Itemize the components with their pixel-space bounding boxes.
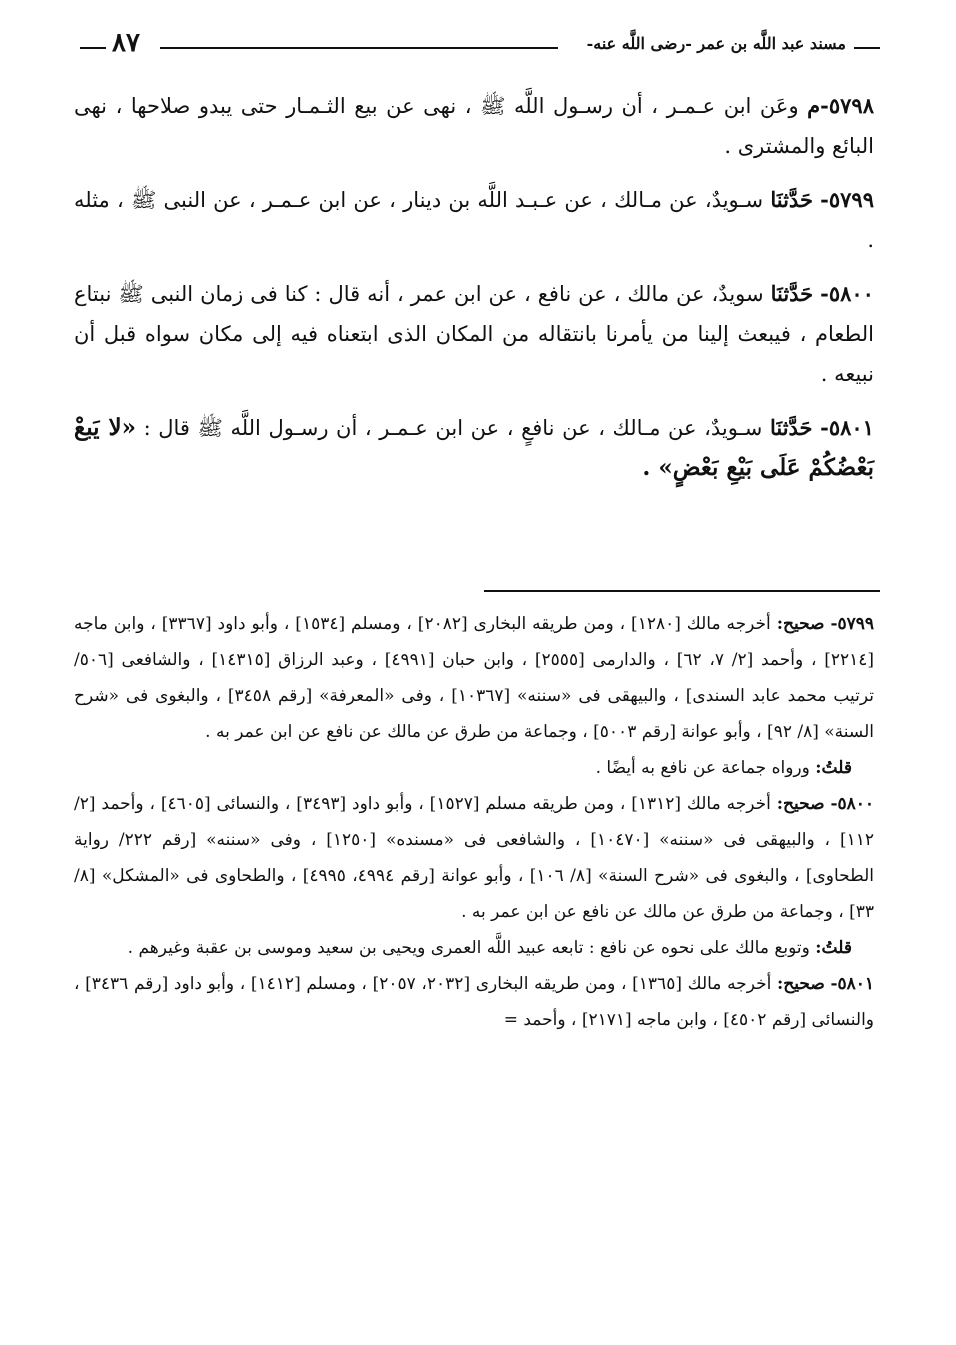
footnote-text: أخرجه مالك [١٢٨٠] ، ومن طريقه البخارى [٢٠٨٢] ، ومسلم [١٥٣٤] ، وأبو داود [٣٣٦٧] ، وابن ماجه [٢٢١٤] ، وأحمد [٢/ ٧، ٦٢] ، والدارمى [٢٥٥٥] ، وابن حبان [٤٩٩١] ، وعبد الرزاق [١٤٣١٥] ، والشافعى [٥٠٦/ ترتيب محمد عابد السندى] ، والبيهقى فى «سننه» [١٠٣٦٧] ، وفى «المعرفة» [رقم ٣٤٥٨] ، والبغوى فى «شرح السنة» [٨/ ٩٢] ، وأبو عوانة [رقم ٥٠٠٣] ، وجماعة من طرق عن مالك عن نافع عن ابن عمر به . [74, 614, 875, 742]
remark-text: ورواه جماعة عن نافع به أيضًا . [595, 758, 810, 778]
footnote-number: ٥٧٩٩- [830, 614, 875, 634]
footnote-grade: صحيح: [776, 974, 825, 994]
header-rule-right [854, 47, 880, 49]
footnote-remark [74, 930, 874, 966]
hadith-number: ٥٧٩٩- [820, 187, 874, 212]
footnote-5801 [74, 966, 874, 1038]
header-title: مسند عبد اللَّه بن عمر -رضى اللَّه عنه- [586, 34, 846, 53]
hadith-5800 [74, 274, 874, 394]
footnote-5800 [74, 786, 874, 930]
hadith-text: وعَن ابن عـمـر ، أن رسـول اللَّه ﷺ ، نهى عن بيع الثـمـار حتى يبدو صلاحها ، نهى البائع والمشترى . [74, 94, 874, 158]
footnote-number: ٥٨٠١- [830, 974, 875, 994]
hadith-narration-formula: حَدَّثنَا [769, 415, 813, 440]
remark-label: قلتُ: [815, 758, 852, 778]
hadith-5801 [74, 408, 874, 488]
footnote-text: أخرجه مالك [١٣١٢] ، ومن طريقه مسلم [١٥٢٧] ، وأبو داود [٣٤٩٣] ، والنسائى [٤٦٠٥] ، وأحمد [٢/ ١١٢] ، والبيهقى فى «سننه» [١٠٤٧٠] ، والشافعى فى «مسنده» [١٢٥٠] ، وفى «سننه» [رقم ٢٢٢/ رواية الطحاوى] ، والبغوى فى «شرح السنة» [٨/ ١٠٦] ، وأبو عوانة [رقم ٤٩٩٤، ٤٩٩٥] ، والطحاوى فى «المشكل» [٨/ ٣٣] ، وجماعة من طرق عن مالك عن نافع عن ابن عمر به . [74, 794, 874, 922]
hadith-prophetic-quote: «لا يَبعْ بَعْضُكُمْ عَلَى بَيْعِ بَعْضٍ» . [74, 414, 874, 481]
running-header [80, 30, 880, 70]
hadith-narration-formula: حَدَّثنَا [770, 281, 814, 306]
footnote-remark [74, 750, 874, 786]
footnote-grade: صحيح: [776, 614, 825, 634]
footnote-separator [484, 590, 880, 592]
footnote-number: ٥٨٠٠- [830, 794, 875, 814]
hadith-5799 [74, 180, 874, 260]
hadith-number: ٥٨٠٠- [820, 281, 874, 306]
header-rule-middle [160, 47, 558, 49]
header-rule-left [80, 47, 106, 49]
main-text [74, 86, 874, 502]
hadith-5798 [74, 86, 874, 166]
footnotes [74, 606, 874, 1038]
hadith-number: ٥٧٩٨-م [807, 93, 874, 118]
page-number: ٨٧ [112, 28, 140, 58]
remark-text: وتوبع مالك على نحوه عن نافع : تابعه عبيد اللَّه العمرى ويحيى بن سعيد وموسى بن عقبة وغيرهم . [127, 938, 810, 958]
hadith-text: سـويدٌ، عن مـالك ، عن عـبـد اللَّه بن دينار ، عن ابن عـمـر ، عن النبى ﷺ ، مثله . [74, 188, 874, 252]
footnote-5799 [74, 606, 874, 750]
footnote-grade: صحيح: [776, 794, 825, 814]
hadith-text: سويدٌ، عن مالك ، عن نافع ، عن ابن عمر ، أنه قال : كنا فى زمان النبى ﷺ نبتاع الطعام ، فيبعث إلينا من يأمرنا بانتقاله من المكان الذى ابتعناه فيه إلى مكان سواه قبل أن نبيعه . [74, 282, 874, 386]
hadith-text: سـويدٌ، عن مـالك ، عن نافعٍ ، عن ابن عـمـر ، أن رسـول اللَّه ﷺ قال : [143, 416, 763, 440]
hadith-number: ٥٨٠١- [820, 415, 874, 440]
hadith-narration-formula: حَدَّثنَا [770, 187, 813, 212]
remark-label: قلتُ: [815, 938, 852, 958]
footnote-text: أخرجه مالك [١٣٦٥] ، ومن طريقه البخارى [٢٠٣٢، ٢٠٥٧] ، ومسلم [١٤١٢] ، وأبو داود [رقم ٣٤٣٦] ، والنسائى [رقم ٤٥٠٢] ، وابن ماجه [٢١٧١] ، وأحمد = [74, 974, 874, 1030]
